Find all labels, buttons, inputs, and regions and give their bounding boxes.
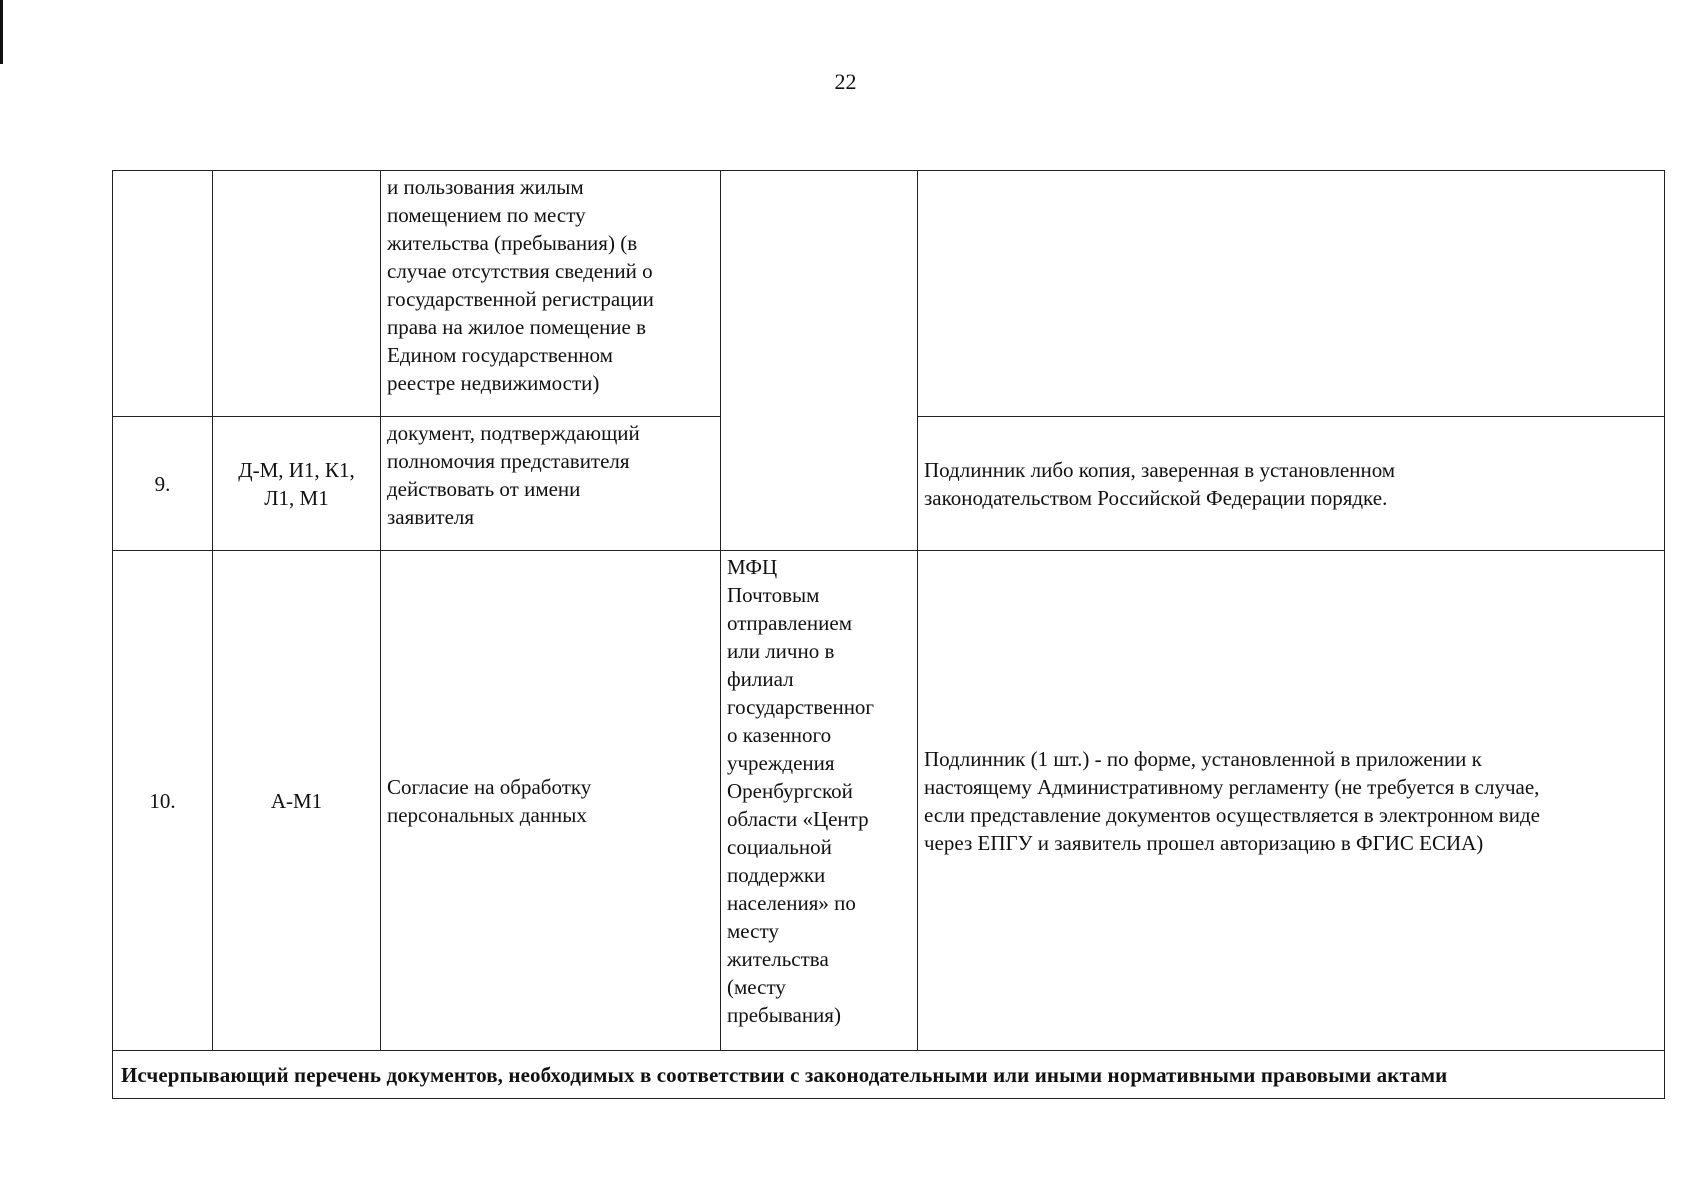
table-row-continued [113, 171, 1665, 417]
documents-table [112, 170, 1665, 1099]
page-number: 22 [834, 69, 857, 94]
scan-edge-mark [0, 0, 3, 64]
cell-number-9: 9. [113, 417, 213, 551]
cell-method-empty [721, 171, 918, 551]
cell-method-10: МФЦ Почтовым отправлением или лично в филиал государственног о казенного учреждения Оренбургской области «Центр социальной поддержки населения» по месту жительства (месту пребывания) [721, 551, 918, 1051]
cell-description-10: Согласие на обработку персональных данных [381, 551, 721, 1051]
cell-description-continued: и пользования жилым помещением по месту жительства (пребывания) (в случае отсутствия сведений о государственной регистрации права на жилое помещение в Едином государственном реестре недвижимости) [381, 171, 721, 417]
cell-form-10: Подлинник (1 шт.) - по форме, установленной в приложении к настоящему Административному регламенту (не требуется в случае, если представление документов осуществляется в электронном виде через ЕПГУ и заявитель прошел авторизацию в ФГИС ЕСИА) [918, 551, 1665, 1051]
cell-number-empty [113, 171, 213, 417]
cell-number-10: 10. [113, 551, 213, 1051]
cell-codes-9: Д-М, И1, К1, Л1, М1 [213, 417, 381, 551]
cell-form-empty [918, 171, 1665, 417]
cell-description-9: документ, подтверждающий полномочия представителя действовать от имени заявителя [381, 417, 721, 551]
section-heading: Исчерпывающий перечень документов, необходимых в соответствии с законодательными или иными нормативными правовыми актами [113, 1051, 1665, 1099]
cell-codes-10: А-М1 [213, 551, 381, 1051]
table-footer-row [113, 1051, 1665, 1099]
cell-codes-empty [213, 171, 381, 417]
table-row-10 [113, 551, 1665, 1051]
cell-form-9: Подлинник либо копия, заверенная в установленном законодательством Российской Федерации порядке. [918, 417, 1665, 551]
